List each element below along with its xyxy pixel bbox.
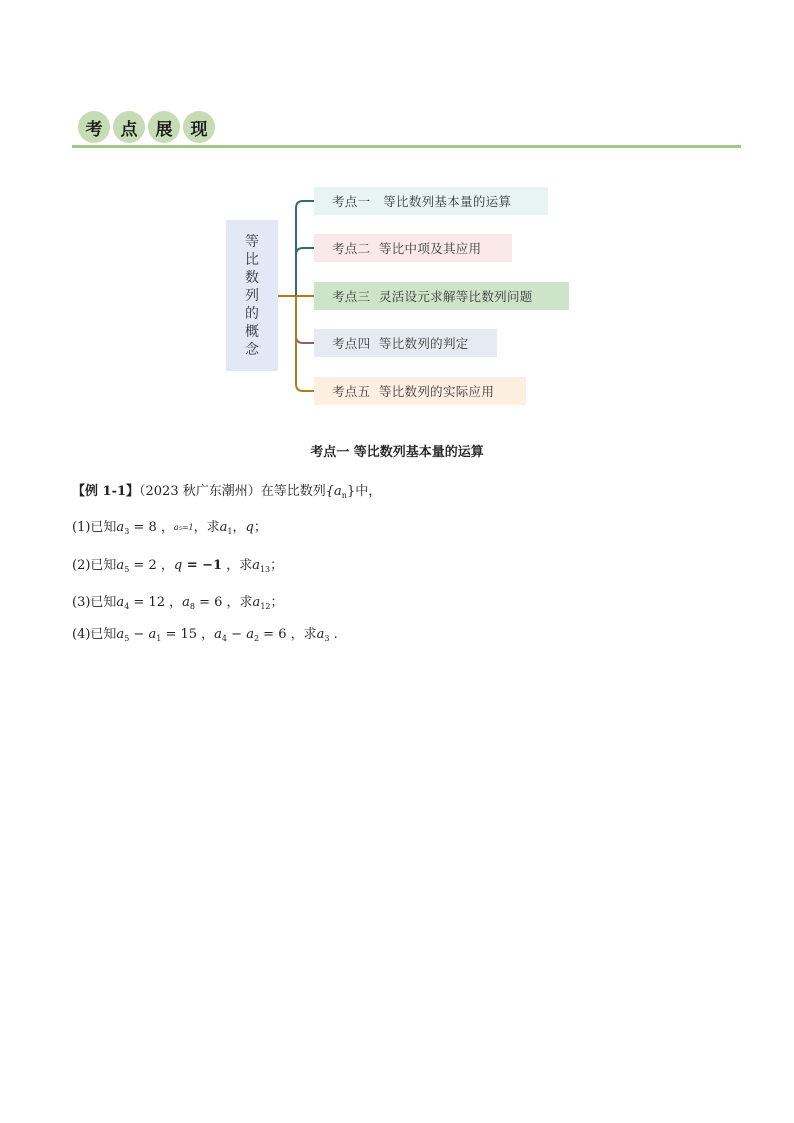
math-end: ； — [270, 558, 284, 573]
math-tiny: a₅=1 — [173, 523, 194, 532]
math-eq: = 2 ， — [129, 558, 174, 573]
problem-3 — [72, 591, 284, 611]
math-eq: = 6 ，求 — [259, 627, 317, 642]
sequence-symbol: {a — [325, 484, 342, 499]
math-var: a — [182, 595, 190, 610]
math-text: ，求 — [222, 558, 253, 573]
math-eq: = 15 ， — [161, 627, 215, 642]
math-text: ， — [232, 520, 246, 535]
root-char: 数 — [245, 269, 259, 286]
math-eq: = −1 — [182, 558, 223, 573]
header-char-2: 点 — [113, 111, 145, 143]
mindmap-node-2: 考点二 等比中项及其应用 — [314, 234, 512, 262]
math-sub: 12 — [260, 602, 271, 611]
root-char: 列 — [245, 287, 259, 304]
example-label: 【例 1-1】 — [72, 484, 140, 499]
root-char: 概 — [245, 323, 259, 340]
mindmap-node-3: 考点三 灵活设元求解等比数列问题 — [314, 282, 569, 310]
math-var: a — [116, 627, 125, 642]
math-var: a — [116, 595, 125, 610]
mindmap-node-1: 考点一 等比数列基本量的运算 — [314, 187, 548, 215]
problem-number: (2)已知 — [72, 558, 117, 573]
math-eq: = 6 ，求 — [194, 595, 253, 610]
mindmap-node-5: 考点五 等比数列的实际应用 — [314, 377, 526, 405]
math-sub: 4 — [124, 602, 130, 611]
math-sub: 13 — [259, 565, 271, 574]
math-sub: 3 — [324, 634, 330, 643]
sequence-close: } — [346, 484, 356, 499]
header-char-1: 考 — [78, 111, 110, 143]
math-var: a — [316, 627, 325, 642]
root-char: 的 — [245, 305, 259, 322]
math-op: − — [129, 627, 149, 642]
root-char: 比 — [245, 251, 259, 268]
math-var: a — [219, 520, 228, 535]
math-end: . — [329, 627, 338, 642]
math-var: a — [252, 558, 260, 573]
math-text: ，求 — [193, 520, 220, 535]
math-sub: 5 — [124, 565, 130, 574]
math-end: ； — [253, 520, 267, 535]
example-source: （2023 秋广东潮州） — [139, 484, 261, 499]
example-stem — [72, 480, 381, 500]
sequence-subscript: n — [341, 491, 347, 500]
math-var: a — [246, 627, 254, 642]
problem-2 — [72, 554, 283, 574]
math-sub: 1 — [227, 527, 233, 536]
problem-number: (4)已知 — [72, 627, 117, 642]
math-eq: = 8 ， — [129, 520, 174, 535]
math-var: a — [116, 520, 125, 535]
connector-2 — [296, 248, 314, 260]
math-var: q — [245, 520, 254, 535]
problem-1 — [72, 516, 267, 536]
math-sub: 1 — [156, 634, 162, 643]
problem-number: (1)已知 — [72, 520, 117, 535]
mindmap-node-4: 考点四 等比数列的判定 — [314, 329, 497, 357]
math-var: q — [173, 558, 183, 573]
math-sub: 4 — [221, 634, 228, 643]
math-sub: 2 — [253, 634, 260, 643]
mindmap-root — [226, 220, 278, 371]
problem-4 — [72, 623, 338, 643]
math-var: a — [116, 558, 125, 573]
math-var: a — [214, 627, 222, 642]
math-op: − — [227, 627, 247, 642]
math-sub: 8 — [189, 602, 195, 611]
math-var: a — [148, 627, 157, 642]
root-char: 念 — [245, 341, 259, 358]
problem-number: (3)已知 — [72, 595, 117, 610]
example-text: 在等比数列 — [260, 484, 326, 499]
example-text-end: 中， — [355, 484, 382, 499]
math-sub: 5 — [124, 634, 130, 643]
math-end: ； — [270, 595, 284, 610]
root-char: 等 — [245, 233, 259, 250]
section-title: 考点一 等比数列基本量的运算 — [310, 445, 484, 460]
header-char-3: 展 — [148, 111, 180, 143]
math-var: a — [252, 595, 261, 610]
math-sub: 3 — [124, 527, 130, 536]
math-eq: = 12 ， — [129, 595, 183, 610]
connector-4 — [296, 296, 314, 343]
header-char-4: 现 — [183, 111, 215, 143]
